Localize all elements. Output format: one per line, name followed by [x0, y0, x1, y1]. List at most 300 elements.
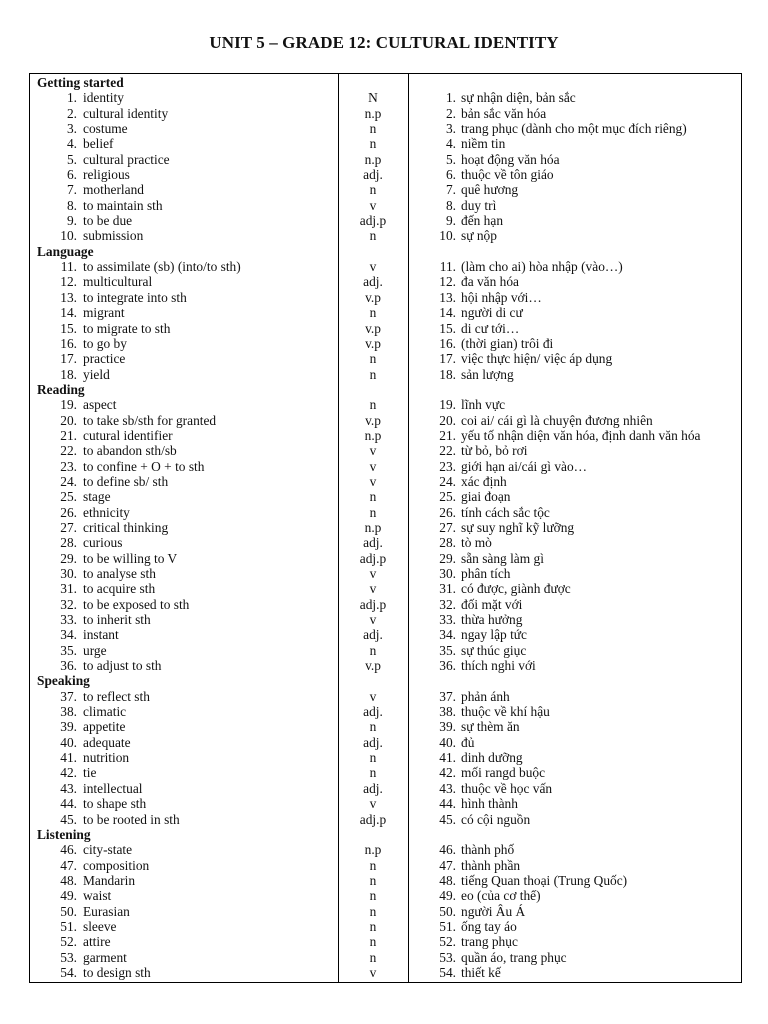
part-of-speech: n.p	[364, 842, 382, 858]
vietnamese-meaning: dinh dưỡng	[461, 750, 523, 766]
item-number-vi: 17.	[439, 351, 456, 367]
vietnamese-meaning: trang phục	[461, 934, 518, 950]
english-term: to be due	[83, 213, 133, 229]
part-of-speech: n	[369, 182, 377, 198]
vietnamese-meaning: tò mò	[461, 535, 492, 551]
item-number: 4.	[66, 136, 77, 152]
table-rows	[30, 75, 741, 980]
vocab-row	[30, 443, 741, 458]
english-term: appetite	[83, 719, 126, 735]
item-number: 23.	[60, 458, 77, 474]
vocab-row	[30, 796, 741, 811]
vocab-row	[30, 750, 741, 765]
part-of-speech: v	[369, 458, 377, 474]
item-number: 25.	[60, 489, 77, 505]
item-number: 5.	[66, 151, 77, 167]
item-number: 39.	[60, 719, 77, 735]
vocab-row	[30, 535, 741, 550]
item-number: 28.	[60, 535, 77, 551]
vocab-row	[30, 765, 741, 780]
vocab-row	[30, 305, 741, 320]
item-number: 44.	[60, 796, 77, 812]
part-of-speech: adj.p	[359, 811, 387, 827]
item-number: 14.	[60, 305, 77, 321]
part-of-speech: n.p	[364, 427, 382, 443]
english-term: religious	[83, 167, 130, 183]
vocab-row	[30, 428, 741, 443]
vocab-row	[30, 228, 741, 243]
vocab-row	[30, 182, 741, 197]
item-number: 16.	[60, 335, 77, 351]
item-number: 46.	[60, 842, 77, 858]
part-of-speech: N	[368, 90, 378, 106]
english-term: to adjust to sth	[83, 658, 162, 674]
item-number: 37.	[60, 688, 77, 704]
vocab-row	[30, 505, 741, 520]
item-number-vi: 38.	[439, 704, 456, 720]
item-number-vi: 47.	[439, 857, 456, 873]
english-term: Eurasian	[83, 903, 130, 919]
english-term: to confine + O + to sth	[83, 458, 205, 474]
vietnamese-meaning: hội nhập với…	[461, 289, 542, 305]
item-number: 35.	[60, 642, 77, 658]
vietnamese-meaning: (thời gian) trôi đi	[461, 335, 554, 351]
item-number: 11.	[60, 259, 77, 275]
section-heading: Language	[37, 243, 94, 259]
item-number: 41.	[60, 750, 77, 766]
item-number: 26.	[60, 504, 77, 520]
english-term: practice	[83, 351, 126, 367]
english-term: adequate	[83, 734, 131, 750]
item-number: 21.	[60, 427, 77, 443]
vietnamese-meaning: thuộc về tôn giáo	[461, 167, 554, 183]
part-of-speech: v	[369, 443, 377, 459]
vocab-row	[30, 90, 741, 105]
vietnamese-meaning: phản ánh	[461, 688, 510, 704]
item-number: 38.	[60, 704, 77, 720]
item-number: 7.	[66, 182, 77, 198]
vietnamese-meaning: người di cư	[461, 305, 523, 321]
part-of-speech: v.p	[365, 658, 381, 674]
part-of-speech: v	[369, 566, 377, 581]
item-number: 50.	[60, 903, 77, 919]
part-of-speech: v	[369, 259, 377, 275]
item-number-vi: 36.	[439, 658, 456, 674]
vietnamese-meaning: sự nộp	[461, 228, 497, 244]
english-term: to be exposed to sth	[83, 596, 190, 612]
item-number-vi: 39.	[439, 719, 456, 735]
english-term: to analyse sth	[83, 566, 156, 581]
item-number: 27.	[60, 519, 77, 535]
english-term: to inherit sth	[83, 612, 151, 628]
part-of-speech: n	[369, 750, 377, 766]
item-number-vi: 20.	[439, 412, 456, 428]
item-number: 42.	[60, 765, 77, 781]
item-number-vi: 10.	[439, 228, 456, 244]
english-term: to be willing to V	[83, 550, 178, 566]
english-term: Mandarin	[83, 872, 136, 888]
vietnamese-meaning: giới hạn ai/cái gì vào…	[461, 458, 588, 474]
item-number: 20.	[60, 412, 77, 428]
part-of-speech: n	[369, 351, 377, 367]
vocab-row	[30, 351, 741, 366]
item-number: 48.	[60, 872, 77, 888]
vietnamese-meaning: hoạt động văn hóa	[461, 151, 560, 167]
item-number: 9.	[66, 213, 77, 229]
item-number: 17.	[60, 351, 77, 367]
part-of-speech: n	[369, 366, 377, 382]
vietnamese-meaning: thừa hưởng	[461, 612, 523, 628]
vietnamese-meaning: tiếng Quan thoại (Trung Quốc)	[461, 872, 628, 888]
part-of-speech: adj.p	[359, 550, 387, 566]
english-term: climatic	[83, 704, 127, 720]
page-title: UNIT 5 – GRADE 12: CULTURAL IDENTITY	[209, 33, 559, 52]
part-of-speech: adj.	[363, 780, 383, 796]
vietnamese-meaning: thuộc về khí hậu	[461, 704, 550, 720]
vietnamese-meaning: thành phố	[461, 842, 515, 858]
item-number-vi: 19.	[439, 397, 456, 413]
item-number-vi: 15.	[439, 320, 456, 336]
vocab-row	[30, 812, 741, 827]
item-number-vi: 2.	[445, 105, 456, 121]
item-number-vi: 4.	[445, 136, 456, 152]
vietnamese-meaning: thích nghi với	[461, 658, 536, 674]
item-number: 54.	[60, 964, 77, 980]
vocab-row	[30, 489, 741, 504]
vietnamese-meaning: đa văn hóa	[461, 274, 520, 290]
english-term: to define sb/ sth	[83, 473, 169, 489]
vocab-row	[30, 152, 741, 167]
item-number-vi: 7.	[445, 182, 456, 198]
vietnamese-meaning: giai đoạn	[461, 489, 511, 505]
item-number-vi: 33.	[439, 612, 456, 628]
vietnamese-meaning: eo (của cơ thể)	[461, 888, 541, 904]
item-number-vi: 49.	[439, 888, 456, 904]
item-number: 19.	[60, 397, 77, 413]
item-number-vi: 22.	[439, 443, 456, 459]
vietnamese-meaning: lĩnh vực	[461, 397, 506, 413]
item-number-vi: 34.	[439, 627, 456, 643]
item-number-vi: 43.	[439, 780, 456, 796]
part-of-speech: v.p	[365, 320, 381, 336]
english-term: costume	[83, 121, 128, 137]
item-number-vi: 31.	[439, 581, 456, 597]
vocab-row	[30, 259, 741, 274]
item-number: 32.	[60, 596, 77, 612]
vietnamese-meaning: việc thực hiện/ việc áp dụng	[461, 351, 613, 367]
part-of-speech: v	[369, 688, 377, 704]
vietnamese-meaning: thành phần	[461, 857, 521, 873]
part-of-speech: adj.	[363, 167, 383, 183]
item-number-vi: 51.	[439, 918, 456, 934]
english-term: motherland	[83, 182, 144, 198]
vocab-row	[30, 719, 741, 734]
english-term: nutrition	[83, 750, 130, 766]
english-term: to assimilate (sb) (into/to sth)	[83, 259, 241, 275]
vocab-row	[30, 934, 741, 949]
english-term: migrant	[83, 305, 125, 321]
part-of-speech: n	[369, 397, 377, 413]
vietnamese-meaning: sự suy nghĩ kỹ lưỡng	[461, 519, 575, 535]
item-number: 24.	[60, 473, 77, 489]
item-number-vi: 52.	[439, 934, 456, 950]
vocab-row	[30, 627, 741, 642]
part-of-speech: v	[369, 964, 377, 980]
english-term: to be rooted in sth	[83, 811, 180, 827]
vietnamese-meaning: sản lượng	[461, 366, 514, 382]
item-number-vi: 44.	[439, 796, 456, 812]
item-number-vi: 30.	[439, 566, 456, 581]
part-of-speech: n	[369, 872, 377, 888]
item-number: 29.	[60, 550, 77, 566]
item-number-vi: 46.	[439, 842, 456, 858]
vietnamese-meaning: ngay lập tức	[461, 627, 528, 643]
vocab-row	[30, 520, 741, 535]
vocab-row	[30, 858, 741, 873]
english-term: cutural identifier	[83, 427, 173, 443]
item-number-vi: 21.	[439, 427, 456, 443]
item-number: 3.	[66, 121, 77, 137]
part-of-speech: n.p	[364, 105, 382, 121]
part-of-speech: adj.	[363, 734, 383, 750]
section-heading: Getting started	[37, 75, 124, 90]
item-number-vi: 24.	[439, 473, 456, 489]
english-term: composition	[83, 857, 150, 873]
vietnamese-meaning: bản sắc văn hóa	[461, 105, 547, 121]
english-term: multicultural	[83, 274, 153, 290]
vocab-row	[30, 321, 741, 336]
vocab-row	[30, 213, 741, 228]
vocab-row	[30, 612, 741, 627]
item-number: 15.	[60, 320, 77, 336]
vietnamese-meaning: thiết kế	[461, 964, 501, 980]
vietnamese-meaning: trang phục (dành cho một mục đích riêng)	[461, 121, 687, 137]
part-of-speech: n.p	[364, 151, 382, 167]
item-number: 2.	[66, 105, 77, 121]
item-number-vi: 50.	[439, 903, 456, 919]
item-number-vi: 14.	[439, 305, 456, 321]
item-number-vi: 35.	[439, 642, 456, 658]
part-of-speech: adj.p	[359, 596, 387, 612]
vocab-row	[30, 919, 741, 934]
item-number: 43.	[60, 780, 77, 796]
vietnamese-meaning: người Âu Á	[461, 903, 526, 919]
english-term: garment	[83, 949, 127, 965]
vietnamese-meaning: phân tích	[461, 566, 511, 581]
vocab-row	[30, 106, 741, 121]
vietnamese-meaning: đủ	[461, 734, 475, 750]
vietnamese-meaning: di cư tới…	[461, 320, 520, 336]
vocab-row	[30, 842, 741, 857]
part-of-speech: v	[369, 197, 377, 213]
part-of-speech: adj.	[363, 627, 383, 643]
vocab-row	[30, 474, 741, 489]
vocab-row	[30, 873, 741, 888]
item-number-vi: 45.	[439, 811, 456, 827]
part-of-speech: n	[369, 642, 377, 658]
item-number: 47.	[60, 857, 77, 873]
vocab-row	[30, 367, 741, 382]
item-number-vi: 26.	[439, 504, 456, 520]
item-number-vi: 25.	[439, 489, 456, 505]
vocab-row	[30, 597, 741, 612]
english-term: to go by	[83, 335, 127, 351]
english-term: to reflect sth	[83, 688, 150, 704]
english-term: aspect	[83, 397, 117, 413]
vocab-row	[30, 336, 741, 351]
item-number-vi: 1.	[445, 90, 456, 106]
section-heading: Listening	[37, 826, 91, 842]
vocab-row	[30, 643, 741, 658]
item-number-vi: 40.	[439, 734, 456, 750]
vietnamese-meaning: duy trì	[461, 197, 497, 213]
english-term: intellectual	[83, 780, 143, 796]
part-of-speech: n	[369, 903, 377, 919]
vietnamese-meaning: sẵn sàng làm gì	[461, 550, 544, 566]
vocabulary-table	[29, 73, 742, 983]
vietnamese-meaning: sự thúc giục	[461, 642, 527, 658]
vocab-row	[30, 274, 741, 289]
part-of-speech: adj.	[363, 535, 383, 551]
english-term: tie	[83, 765, 97, 781]
english-term: submission	[83, 228, 144, 244]
vocab-row	[30, 413, 741, 428]
item-number-vi: 54.	[439, 964, 456, 980]
vocab-row	[30, 689, 741, 704]
english-term: cultural identity	[83, 105, 169, 121]
item-number-vi: 27.	[439, 519, 456, 535]
english-term: cultural practice	[83, 151, 170, 167]
part-of-speech: adj.	[363, 274, 383, 290]
item-number: 36.	[60, 658, 77, 674]
vocab-row	[30, 551, 741, 566]
item-number: 45.	[60, 811, 77, 827]
english-term: to acquire sth	[83, 581, 156, 597]
item-number-vi: 37.	[439, 688, 456, 704]
part-of-speech: v.p	[365, 412, 381, 428]
part-of-speech: v	[369, 612, 377, 628]
part-of-speech: v	[369, 473, 377, 489]
item-number-vi: 41.	[439, 750, 456, 766]
item-number: 22.	[60, 443, 77, 459]
item-number-vi: 11.	[439, 259, 456, 275]
item-number: 40.	[60, 734, 77, 750]
vietnamese-meaning: mối rangd buộc	[461, 765, 546, 781]
part-of-speech: n	[369, 918, 377, 934]
part-of-speech: n	[369, 934, 377, 950]
part-of-speech: n	[369, 489, 377, 505]
vocab-row	[30, 735, 741, 750]
english-term: instant	[83, 627, 119, 643]
vocab-row	[30, 136, 741, 151]
item-number-vi: 13.	[439, 289, 456, 305]
item-number-vi: 6.	[445, 167, 456, 183]
item-number: 10.	[60, 228, 77, 244]
english-term: to shape sth	[83, 796, 147, 812]
item-number-vi: 3.	[445, 121, 456, 137]
english-term: to abandon sth/sb	[83, 443, 177, 459]
vietnamese-meaning: có cội nguồn	[461, 811, 531, 827]
item-number: 8.	[66, 197, 77, 213]
vocab-row	[30, 121, 741, 136]
item-number-vi: 32.	[439, 596, 456, 612]
english-term: to take sb/sth for granted	[83, 412, 217, 428]
english-term: waist	[83, 888, 112, 904]
vietnamese-meaning: hình thành	[461, 796, 518, 812]
vocab-row	[30, 198, 741, 213]
vocab-row	[30, 658, 741, 673]
vietnamese-meaning: sự thèm ăn	[461, 719, 520, 735]
item-number: 33.	[60, 612, 77, 628]
vocab-row	[30, 566, 741, 581]
vietnamese-meaning: có được, giành được	[461, 581, 571, 597]
english-term: critical thinking	[83, 519, 169, 535]
item-number: 52.	[60, 934, 77, 950]
item-number-vi: 48.	[439, 872, 456, 888]
vietnamese-meaning: thuộc về học vấn	[461, 780, 553, 796]
part-of-speech: n	[369, 719, 377, 735]
vocab-row	[30, 781, 741, 796]
item-number-vi: 9.	[445, 213, 456, 229]
part-of-speech: adj.p	[359, 213, 387, 229]
vocab-row	[30, 581, 741, 596]
vietnamese-meaning: yếu tố nhận diện văn hóa, định danh văn hóa	[461, 427, 701, 443]
item-number: 1.	[66, 90, 77, 106]
part-of-speech: n	[369, 305, 377, 321]
part-of-speech: n.p	[364, 519, 382, 535]
item-number-vi: 8.	[445, 197, 456, 213]
vietnamese-meaning: quần áo, trang phục	[461, 949, 567, 965]
vocab-row	[30, 888, 741, 903]
english-term: yield	[83, 366, 110, 382]
part-of-speech: v	[369, 796, 377, 812]
vocab-row	[30, 965, 741, 980]
part-of-speech: adj.	[363, 704, 383, 720]
vocab-row	[30, 290, 741, 305]
item-number: 30.	[60, 566, 77, 581]
item-number: 12.	[60, 274, 77, 290]
vocab-row	[30, 397, 741, 412]
part-of-speech: v.p	[365, 289, 381, 305]
vietnamese-meaning: quê hương	[461, 182, 519, 198]
vietnamese-meaning: đến hạn	[461, 213, 504, 229]
section-heading: Speaking	[37, 673, 90, 689]
vietnamese-meaning: tính cách sắc tộc	[461, 504, 550, 520]
vietnamese-meaning: (làm cho ai) hòa nhập (vào…)	[461, 259, 623, 275]
vocab-row	[30, 950, 741, 965]
english-term: identity	[83, 90, 124, 106]
part-of-speech: n	[369, 121, 377, 137]
part-of-speech: n	[369, 857, 377, 873]
item-number: 18.	[60, 366, 77, 382]
item-number-vi: 16.	[439, 335, 456, 351]
item-number: 6.	[66, 167, 77, 183]
part-of-speech: n	[369, 888, 377, 904]
vietnamese-meaning: xác định	[461, 473, 507, 489]
english-term: to design sth	[83, 964, 151, 980]
vocab-row	[30, 459, 741, 474]
english-term: city-state	[83, 842, 133, 858]
part-of-speech: n	[369, 228, 377, 244]
vocab-row	[30, 904, 741, 919]
vocab-row	[30, 704, 741, 719]
part-of-speech: n	[369, 136, 377, 152]
vocab-row	[30, 167, 741, 182]
item-number-vi: 28.	[439, 535, 456, 551]
english-term: sleeve	[83, 918, 117, 934]
english-term: urge	[83, 642, 107, 658]
item-number: 34.	[60, 627, 77, 643]
